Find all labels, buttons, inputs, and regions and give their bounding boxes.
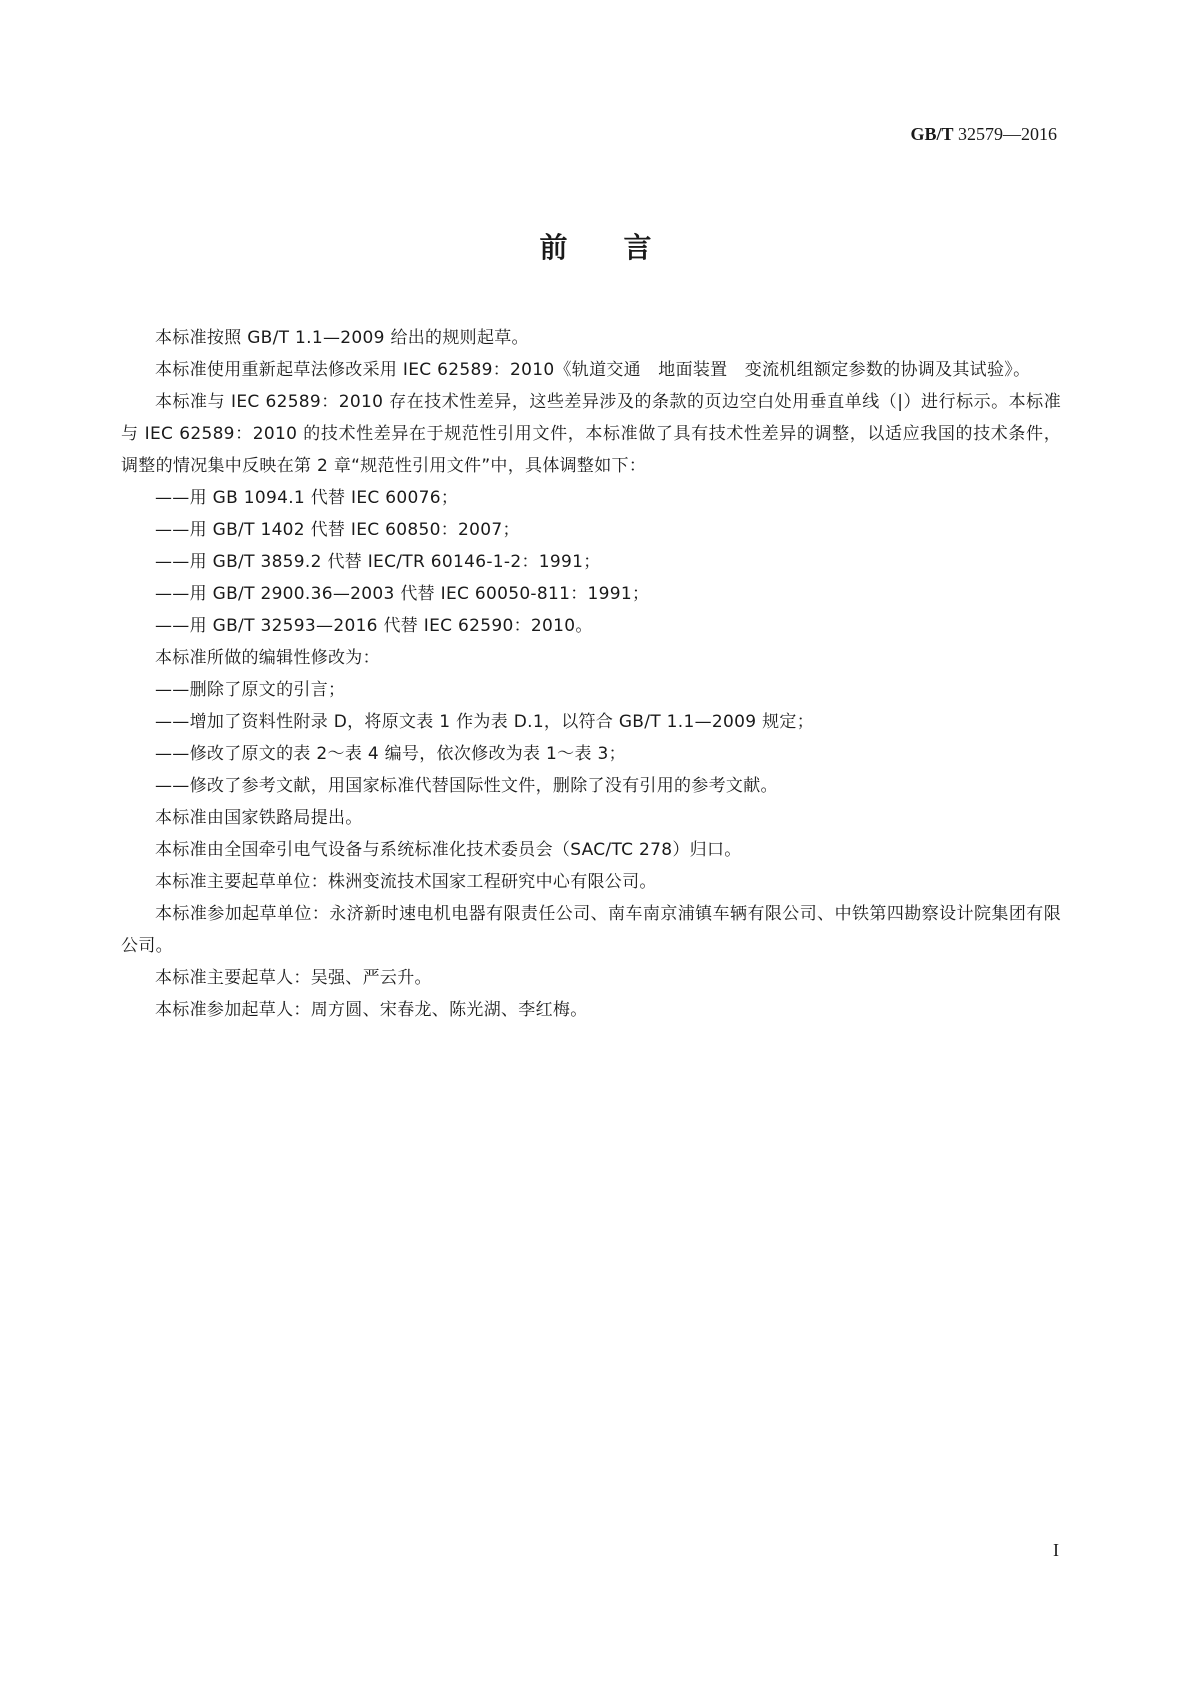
paragraph: 本标准所做的编辑性修改为： [155, 648, 380, 668]
paragraph: 本标准由国家铁路局提出。 [155, 808, 363, 828]
paragraph: 本标准主要起草人：吴强、严云升。 [155, 968, 432, 988]
title-char-1: 前 [539, 231, 568, 264]
paragraph: 本标准参加起草单位：永济新时速电机电器有限责任公司、南车南京浦镇车辆有限公司、中铁第四勘察设计院集团有限公司。 [121, 904, 1061, 956]
standard-code [910, 124, 1057, 145]
standard-prefix: GB/T [910, 124, 954, 144]
paragraph: 本标准由全国牵引电气设备与系统标准化技术委员会（SAC/TC 278）归口。 [155, 840, 742, 860]
page-title [0, 226, 1191, 266]
list-item: ——用 GB 1094.1 代替 IEC 60076； [155, 488, 459, 508]
paragraph: 本标准使用重新起草法修改采用 IEC 62589：2010《轨道交通 地面装置 变流机组额定参数的协调及其试验》。 [155, 360, 1031, 380]
paragraph: 本标准参加起草人：周方圆、宋春龙、陈光湖、李红梅。 [155, 1000, 588, 1020]
paragraph: 本标准与 IEC 62589：2010 存在技术性差异，这些差异涉及的条款的页边空白处用垂直单线（|）进行标示。本标准与 IEC 62589：2010 的技术性差异在于规范性引用文件，本标准做了具有技术性差异的调整，以适应我国的技术条件，调整的情况集中反映在第 2 章“规范性引用文件”中，具体调整如下： [121, 392, 1061, 476]
list-item: ——修改了参考文献，用国家标准代替国际性文件，删除了没有引用的参考文献。 [155, 776, 778, 796]
list-item: ——用 GB/T 1402 代替 IEC 60850：2007； [155, 520, 520, 540]
standard-number: 32579—2016 [958, 124, 1057, 144]
list-item: ——修改了原文的表 2～表 4 编号，依次修改为表 1～表 3； [155, 744, 626, 764]
list-item: ——用 GB/T 2900.36—2003 代替 IEC 60050-811：1991； [155, 584, 650, 604]
list-item: ——用 GB/T 3859.2 代替 IEC/TR 60146-1-2：1991； [155, 552, 601, 572]
paragraph: 本标准按照 GB/T 1.1—2009 给出的规则起草。 [155, 328, 529, 348]
list-item: ——增加了资料性附录 D，将原文表 1 作为表 D.1，以符合 GB/T 1.1—2009 规定； [155, 712, 814, 732]
list-item: ——删除了原文的引言； [155, 680, 346, 700]
paragraph: 本标准主要起草单位：株洲变流技术国家工程研究中心有限公司。 [155, 872, 657, 892]
page-number: I [1053, 1540, 1059, 1560]
foreword-body [121, 322, 1061, 1026]
title-char-2: 言 [623, 231, 652, 264]
list-item: ——用 GB/T 32593—2016 代替 IEC 62590：2010。 [155, 616, 593, 636]
